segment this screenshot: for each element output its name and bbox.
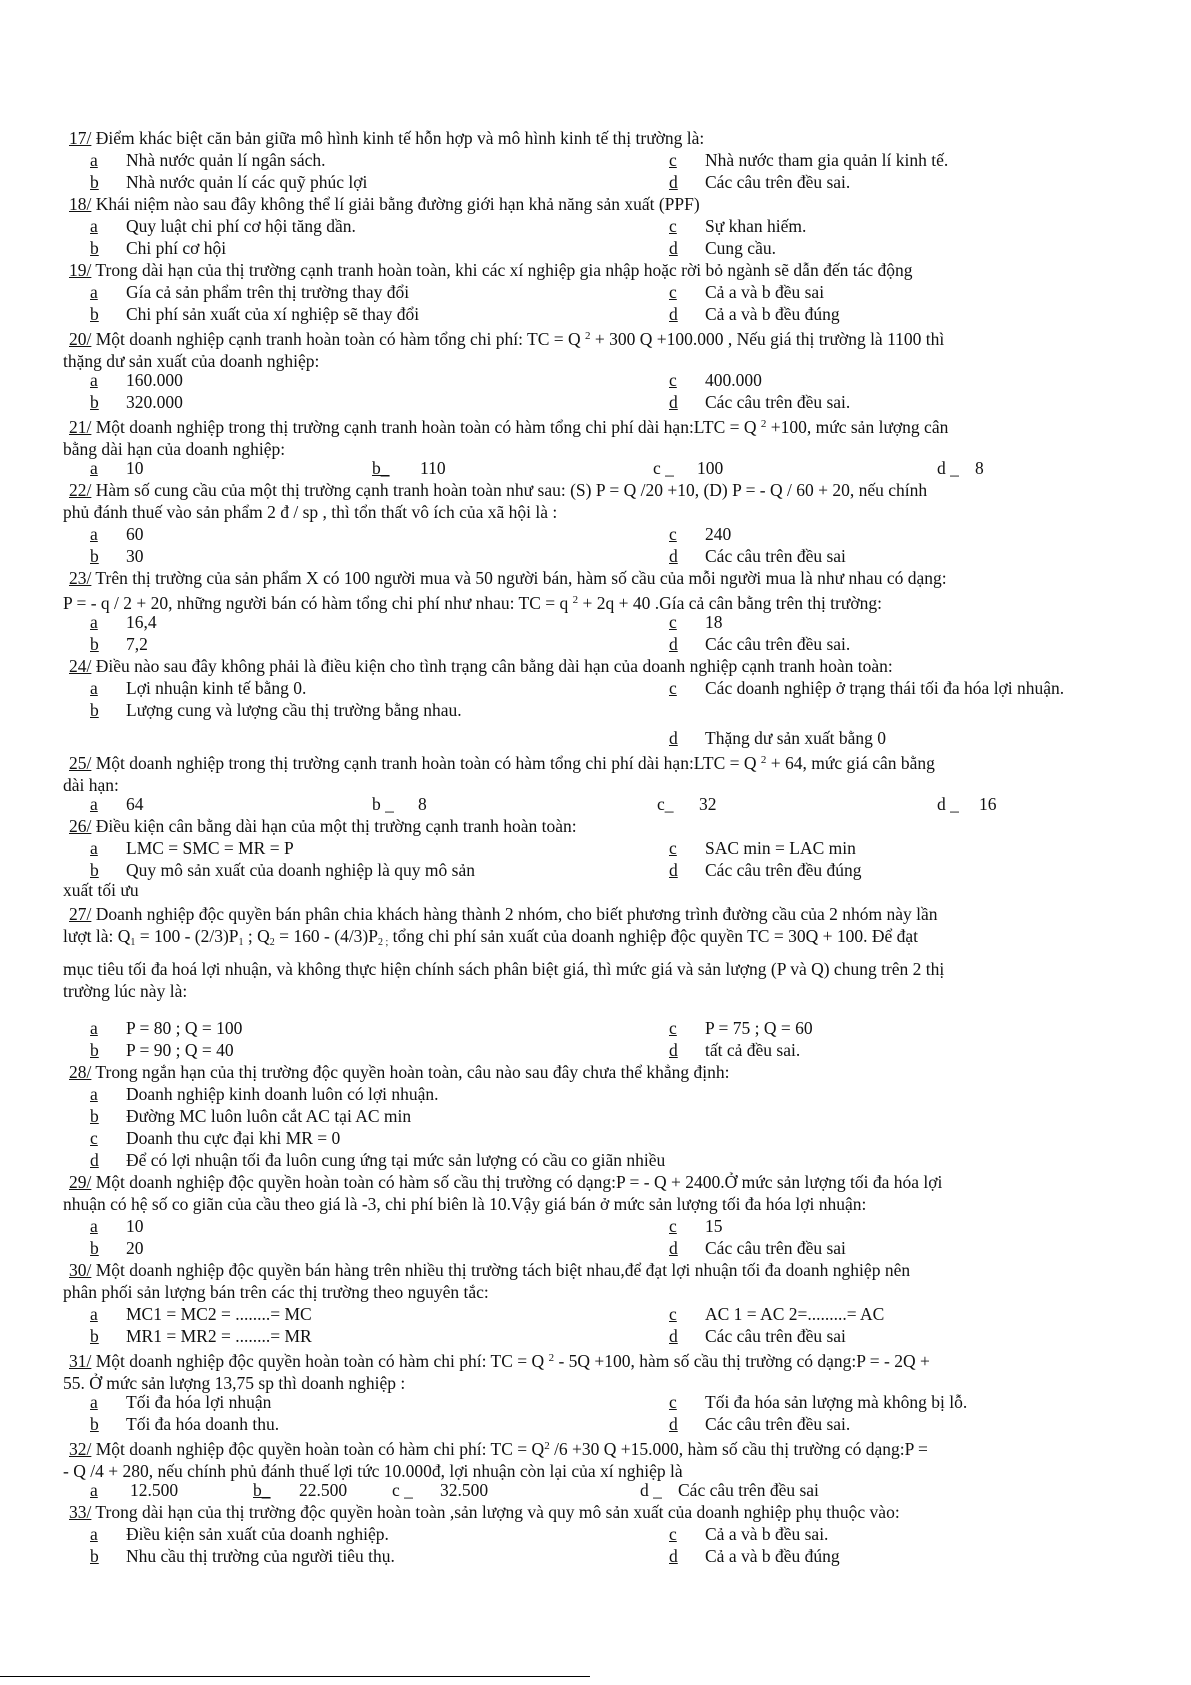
option-letter: c [669, 1524, 677, 1544]
option-letter: d [669, 546, 678, 566]
option-letter: c [669, 150, 677, 170]
option-a[interactable] [90, 1017, 242, 1039]
question-number: 19/ [69, 260, 92, 280]
option-text: Các câu trên đều sai [705, 1326, 846, 1346]
option-a[interactable] [90, 149, 326, 171]
option-d[interactable] [669, 391, 850, 413]
option-text: Các câu trên đều sai [705, 1238, 846, 1258]
option-a[interactable] [90, 837, 294, 859]
option-b[interactable] [372, 793, 427, 815]
option-b[interactable] [90, 1237, 144, 1259]
option-text: Lợi nhuận kinh tế bằng 0. [126, 678, 307, 698]
option-text: 100 [697, 458, 724, 478]
option-text: LMC = SMC = MR = P [126, 838, 294, 858]
question-number: 18/ [69, 194, 92, 214]
option-b[interactable] [90, 1325, 312, 1347]
option-text: Chi phí sản xuất của xí nghiệp sẽ thay đổi [126, 304, 420, 324]
option-letter: c [669, 282, 677, 302]
option-b[interactable] [372, 457, 446, 479]
option-letter: b [90, 1546, 99, 1566]
option-a[interactable] [90, 457, 144, 479]
option-text: 10 [126, 458, 144, 478]
option-letter: b [90, 1238, 99, 1258]
option-c[interactable] [669, 281, 824, 303]
option-text: Cả a và b đều sai [705, 282, 825, 302]
question-number: 22/ [69, 480, 92, 500]
question-17 [63, 127, 1143, 149]
option-letter: d [669, 728, 678, 748]
option-text: 160.000 [126, 370, 183, 390]
option-text: Lượng cung và lượng cầu thị trường bằng nhau. [126, 700, 462, 720]
option-letter: c [669, 678, 677, 698]
question-number: 33/ [69, 1502, 92, 1522]
option-letter: b [90, 860, 99, 880]
option-letter: c [669, 612, 677, 632]
option-d[interactable] [640, 1479, 819, 1501]
option-letter: b _ [372, 794, 394, 814]
question-29: 29/ Một doanh nghiệp độc quyền hoàn toàn có hàm số cầu thị trường có dạng:P = - Q + 2400.Ở mức sản lượng tối đa hóa lợi nhuận có hệ số co giãn của cầu theo giá là -3, chi phí biên là 10.Vậy giá bán ở mức sản lượng tối đa hóa lợi nhuận: [63, 1172, 943, 1214]
question-27: 27/ Doanh nghiệp độc quyền bán phân chia khách hàng thành 2 nhóm, cho biết phương trình đường cầu của 2 nhóm này lần lượt là: $Q_1 = 100 - (2/3)P_1$ ; $Q_2 = 160 - (4/3)P_{2 ;}$ tổng chi phí sản xuất của doanh nghiệp độc quyền TC = 30Q + 100. Để đạt mục tiêu tối đa hoá lợi nhuận, và không thực hiện chính sách phân biệt giá, thì mức giá và sản lượng (P và Q) chung trên 2 thị trường lúc này là: [63, 904, 945, 1001]
option-letter: c [669, 1392, 677, 1412]
option-text: Tối đa hóa lợi nhuận [126, 1392, 272, 1412]
option-letter: d [669, 1238, 678, 1258]
option-text: 12.500 [130, 1480, 179, 1500]
option-letter: b [90, 172, 99, 192]
option-letter: b [90, 700, 99, 720]
option-c[interactable] [653, 457, 723, 479]
option-d[interactable] [669, 1237, 846, 1259]
option-letter: c [669, 370, 677, 390]
option-letter: d [669, 304, 678, 324]
option-letter: c [669, 1018, 677, 1038]
option-letter: b [90, 238, 99, 258]
option-text: Nhà nước quản lí các quỹ phúc lợi [126, 172, 368, 192]
option-d[interactable] [90, 1149, 665, 1171]
option-text: P = 80 ; Q = 100 [126, 1018, 243, 1038]
option-letter: a [90, 458, 98, 478]
option-d[interactable] [669, 303, 840, 325]
option-text: Các câu trên đều sai. [705, 1414, 851, 1434]
option-letter: b [90, 1106, 99, 1126]
option-text: 110 [420, 458, 446, 478]
option-letter: b [90, 1414, 99, 1434]
question-19 [63, 259, 1143, 281]
question-number: 28/ [69, 1062, 92, 1082]
option-c[interactable] [669, 1303, 884, 1325]
option-letter: d [669, 860, 678, 880]
question-21: 21/ Một doanh nghiệp trong thị trường cạnh tranh hoàn toàn có hàm tổng chi phí dài hạn:LTC = Q $^2$ +100, mức sản lượng cân bằng dài hạn của doanh nghiệp: [63, 417, 949, 459]
option-letter: d _ [937, 458, 959, 478]
question-25: 25/ Một doanh nghiệp trong thị trường cạnh tranh hoàn toàn có hàm tổng chi phí dài hạn:LTC = Q $^2$ + 64, mức giá cân bằng dài hạn: [63, 753, 935, 795]
option-letter: a [90, 1216, 98, 1236]
option-b-continued [63, 879, 139, 901]
option-letter: c [669, 838, 677, 858]
option-d[interactable] [669, 859, 861, 881]
option-text: Cả a và b đều sai. [705, 1524, 829, 1544]
question-text: Điểm khác biệt căn bản giữa mô hình kinh tế hỗn hợp và mô hình kinh tế thị trường là: [91, 128, 705, 148]
option-text: Các câu trên đều sai [705, 546, 846, 566]
option-letter: a [90, 150, 98, 170]
option-letter: b [90, 634, 99, 654]
option-a[interactable] [90, 1303, 312, 1325]
option-letter: b_ [372, 458, 390, 478]
option-letter: a [90, 282, 98, 302]
option-text: 8 [418, 794, 427, 814]
question-32: 32/ Một doanh nghiệp độc quyền hoàn toàn có hàm chi phí: TC = $Q^2$ /6 +30 Q +15.000, hàm số cầu thị trường có dạng:P = - Q /4 + 280, nếu chính phủ đánh thuế lợi tức 10.000đ, lợi nhuận còn lại của xí nghiệp là [63, 1439, 928, 1481]
option-text: 16,4 [126, 612, 157, 632]
question-number: 32/ [69, 1439, 92, 1459]
option-text: Các câu trên đều sai. [705, 172, 851, 192]
option-letter: a [90, 370, 98, 390]
question-number: 20/ [69, 329, 92, 349]
option-c[interactable] [669, 677, 1064, 699]
option-letter: d [669, 1040, 678, 1060]
option-text: Doanh nghiệp kinh doanh luôn có lợi nhuận. [126, 1084, 439, 1104]
option-letter: d [90, 1150, 99, 1170]
option-c[interactable] [669, 149, 948, 171]
question-number: 26/ [69, 816, 92, 836]
option-b[interactable] [253, 1479, 347, 1501]
option-letter: d _ [640, 1480, 662, 1500]
option-b[interactable] [90, 545, 144, 567]
option-text: AC 1 = AC 2=.........= AC [705, 1304, 885, 1324]
option-c[interactable] [669, 215, 806, 237]
option-letter: d [669, 392, 678, 412]
question-number: 30/ [69, 1260, 92, 1280]
question-23: 23/ Trên thị trường của sản phẩm X có 100 người mua và 50 người bán, hàm số cầu của mỗi người mua là như nhau có dạng: P = - q / 2 + 20, những người bán có hàm tổng chi phí như nhau: TC = q $^2$ + 2q + 40 .Gía cả cân bằng trên thị trường: [63, 568, 947, 613]
option-text: MC1 = MC2 = ........= MC [126, 1304, 312, 1324]
option-letter: b [90, 546, 99, 566]
option-c[interactable] [392, 1479, 488, 1501]
option-text: Quy luật chi phí cơ hội tăng dần. [126, 216, 356, 236]
option-letter: a [90, 612, 98, 632]
option-letter: d [669, 634, 678, 654]
option-letter: c _ [653, 458, 674, 478]
option-text: P = 75 ; Q = 60 [705, 1018, 813, 1038]
option-letter: a [90, 794, 98, 814]
option-text: 8 [975, 458, 984, 478]
option-letter: b [90, 392, 99, 412]
option-text: Gía cả sản phẩm trên thị trường thay đổi [126, 282, 410, 302]
option-letter: d [669, 1326, 678, 1346]
option-text: 240 [705, 524, 732, 544]
option-c[interactable] [669, 369, 762, 391]
option-a[interactable] [90, 215, 356, 237]
option-b[interactable] [90, 699, 462, 721]
footer-divider [0, 1676, 590, 1677]
option-letter: a [90, 524, 98, 544]
question-30: 30/ Một doanh nghiệp độc quyền bán hàng trên nhiều thị trường tách biệt nhau,để đạt lợi nhuận tối đa doanh nghiệp nên phân phối sản lượng bán trên các thị trường theo nguyên tắc: [63, 1260, 911, 1302]
option-b[interactable] [90, 303, 419, 325]
option-b[interactable] [90, 633, 148, 655]
question-22: 22/ Hàm số cung cầu của một thị trường cạnh tranh hoàn toàn như sau: (S) P = Q /20 +10, (D) P = - Q / 60 + 20, nếu chính phủ đánh thuế vào sản phẩm 2 đ / sp , thì tổn thất vô ích của xã hội là : [63, 480, 928, 522]
option-text: Tối đa hóa sản lượng mà không bị lỗ. [705, 1392, 968, 1412]
option-text: P = 90 ; Q = 40 [126, 1040, 234, 1060]
option-d[interactable] [669, 1039, 800, 1061]
option-letter: a [90, 678, 98, 698]
option-b[interactable] [90, 391, 183, 413]
option-letter: a [90, 1480, 98, 1500]
option-a[interactable] [90, 1479, 178, 1501]
option-a[interactable] [90, 281, 409, 303]
option-text: Các câu trên đều sai [678, 1480, 819, 1500]
option-c[interactable] [669, 523, 731, 545]
option-text: 22.500 [299, 1480, 348, 1500]
option-d[interactable] [937, 457, 984, 479]
option-text: 32 [699, 794, 717, 814]
option-d[interactable] [669, 545, 846, 567]
option-text: Điều kiện sản xuất của doanh nghiệp. [126, 1524, 389, 1544]
option-text: Nhà nước tham gia quản lí kinh tế. [705, 150, 949, 170]
option-d[interactable] [669, 1325, 846, 1347]
question-33: 33/ Trong dài hạn của thị trường độc quyền hoàn toàn ,sản lượng và quy mô sản xuất của doanh nghiệp phụ thuộc vào: [69, 1502, 900, 1522]
option-text: xuất tối ưu [63, 880, 139, 900]
option-text: 60 [126, 524, 144, 544]
question-text: Khái niệm nào sau đây không thể lí giải bằng đường giới hạn khả năng sản xuất (PPF) [91, 194, 700, 214]
option-a[interactable] [90, 523, 144, 545]
question-31: 31/ Một doanh nghiệp độc quyền hoàn toàn có hàm chi phí: TC = Q $^2$ - 5Q +100, hàm số cầu thị trường có dạng:P = - 2Q + 55. Ở mức sản lượng 13,75 sp thì doanh nghiệp : [63, 1351, 930, 1393]
option-letter: c _ [392, 1480, 413, 1500]
option-text: 16 [979, 794, 997, 814]
option-letter: c [90, 1128, 98, 1148]
option-text: SAC min = LAC min [705, 838, 856, 858]
option-d[interactable] [669, 727, 886, 749]
option-text: Sự khan hiếm. [705, 216, 807, 236]
option-letter: a [90, 1084, 98, 1104]
option-letter: c [669, 216, 677, 236]
option-c[interactable] [669, 837, 856, 859]
option-c[interactable] [669, 1215, 723, 1237]
option-d[interactable] [669, 237, 776, 259]
option-a[interactable] [90, 1523, 389, 1545]
option-text: Nhu cầu thị trường của người tiêu thụ. [126, 1546, 395, 1566]
option-letter: a [90, 1524, 98, 1544]
option-text: Cung cầu. [705, 238, 776, 258]
option-d[interactable] [669, 633, 850, 655]
option-letter: a [90, 838, 98, 858]
question-number: 17/ [69, 128, 92, 148]
option-b[interactable] [90, 859, 475, 881]
option-letter: a [90, 1304, 98, 1324]
option-text: 32.500 [440, 1480, 489, 1500]
option-letter: d [669, 172, 678, 192]
option-text: MR1 = MR2 = ........= MR [126, 1326, 312, 1346]
option-text: Tối đa hóa doanh thu. [126, 1414, 280, 1434]
option-text: 20 [126, 1238, 144, 1258]
option-a[interactable] [90, 1215, 144, 1237]
option-text: 64 [126, 794, 144, 814]
option-c[interactable] [669, 611, 723, 633]
option-letter: c [669, 1304, 677, 1324]
question-number: 27/ [69, 904, 92, 924]
question-26: 26/ Điều kiện cân bằng dài hạn của một thị trường cạnh tranh hoàn toàn: [69, 816, 577, 836]
option-d[interactable] [937, 793, 997, 815]
option-text: Nhà nước quản lí ngân sách. [126, 150, 326, 170]
option-b[interactable] [90, 171, 367, 193]
option-letter: d [669, 1546, 678, 1566]
question-number: 25/ [69, 753, 92, 773]
option-letter: a [90, 216, 98, 236]
option-letter: d [669, 1414, 678, 1434]
option-c[interactable] [669, 1523, 828, 1545]
option-letter: c_ [657, 794, 674, 814]
option-b[interactable] [90, 237, 226, 259]
option-a[interactable] [90, 793, 144, 815]
option-d[interactable] [669, 1413, 850, 1435]
option-d[interactable] [669, 1545, 840, 1567]
option-a[interactable] [90, 611, 157, 633]
option-letter: d [669, 238, 678, 258]
option-a[interactable] [90, 1083, 439, 1105]
option-text: Các câu trên đều sai. [705, 392, 851, 412]
question-number: 29/ [69, 1172, 92, 1192]
option-text: Để có lợi nhuận tối đa luôn cung ứng tại mức sản lượng có cầu co giãn nhiều [126, 1150, 666, 1170]
option-text: 400.000 [705, 370, 762, 390]
question-number: 31/ [69, 1351, 92, 1371]
option-text: tất cả đều sai. [705, 1040, 801, 1060]
option-text: 30 [126, 546, 144, 566]
option-letter: a [90, 1018, 98, 1038]
option-a[interactable] [90, 1391, 271, 1413]
option-c[interactable] [669, 1017, 813, 1039]
question-18 [63, 193, 1143, 215]
question-28: 28/ Trong ngắn hạn của thị trường độc quyền hoàn toàn, câu nào sau đây chưa thể khẳng định: [69, 1062, 730, 1082]
option-text: Đường MC luôn luôn cắt AC tại AC min [126, 1106, 412, 1126]
question-text: Trong dài hạn của thị trường cạnh tranh hoàn toàn, khi các xí nghiệp gia nhập hoặc rời bỏ ngành sẽ dẫn đến tác động [91, 260, 913, 280]
option-b[interactable] [90, 1545, 395, 1567]
option-letter: b [90, 304, 99, 324]
question-number: 21/ [69, 417, 92, 437]
question-number: 24/ [69, 656, 92, 676]
option-text: Chi phí cơ hội [126, 238, 227, 258]
option-text: Các doanh nghiệp ở trạng thái tối đa hóa lợi nhuận. [705, 678, 1065, 698]
option-letter: c [669, 1216, 677, 1236]
question-20: 20/ Một doanh nghiệp cạnh tranh hoàn toàn có hàm tổng chi phí: TC = Q $^2$ + 300 Q +100.000 , Nếu giá thị trường là 1100 thì thặng dư sản xuất của doanh nghiệp: [63, 329, 945, 371]
option-text: 15 [705, 1216, 723, 1236]
option-text: Cả a và b đều đúng [705, 1546, 840, 1566]
option-letter: a [90, 1392, 98, 1412]
option-text: Các câu trên đều đúng [705, 860, 862, 880]
option-text: 18 [705, 612, 723, 632]
option-text: Thặng dư sản xuất bằng 0 [705, 728, 887, 748]
option-c[interactable] [90, 1127, 340, 1149]
option-b[interactable] [90, 1413, 279, 1435]
option-text: Các câu trên đều sai. [705, 634, 851, 654]
option-b[interactable] [90, 1039, 234, 1061]
option-text: Quy mô sản xuất của doanh nghiệp là quy mô sản [126, 860, 475, 880]
question-number: 23/ [69, 568, 92, 588]
option-a[interactable] [90, 677, 306, 699]
option-letter: b [90, 1040, 99, 1060]
option-b[interactable] [90, 1105, 411, 1127]
option-c[interactable] [657, 793, 717, 815]
option-text: Doanh thu cực đại khi MR = 0 [126, 1128, 341, 1148]
option-letter: b_ [253, 1480, 271, 1500]
option-a[interactable] [90, 369, 183, 391]
option-letter: d _ [937, 794, 959, 814]
option-text: Cả a và b đều đúng [705, 304, 840, 324]
option-d[interactable] [669, 171, 850, 193]
option-letter: b [90, 1326, 99, 1346]
question-24: 24/ Điều nào sau đây không phải là điều kiện cho tình trạng cân bằng dài hạn của doanh nghiệp cạnh tranh hoàn toàn: [69, 656, 893, 676]
option-c[interactable] [669, 1391, 967, 1413]
option-text: 10 [126, 1216, 144, 1236]
option-text: 7,2 [126, 634, 148, 654]
option-letter: c [669, 524, 677, 544]
option-text: 320.000 [126, 392, 183, 412]
